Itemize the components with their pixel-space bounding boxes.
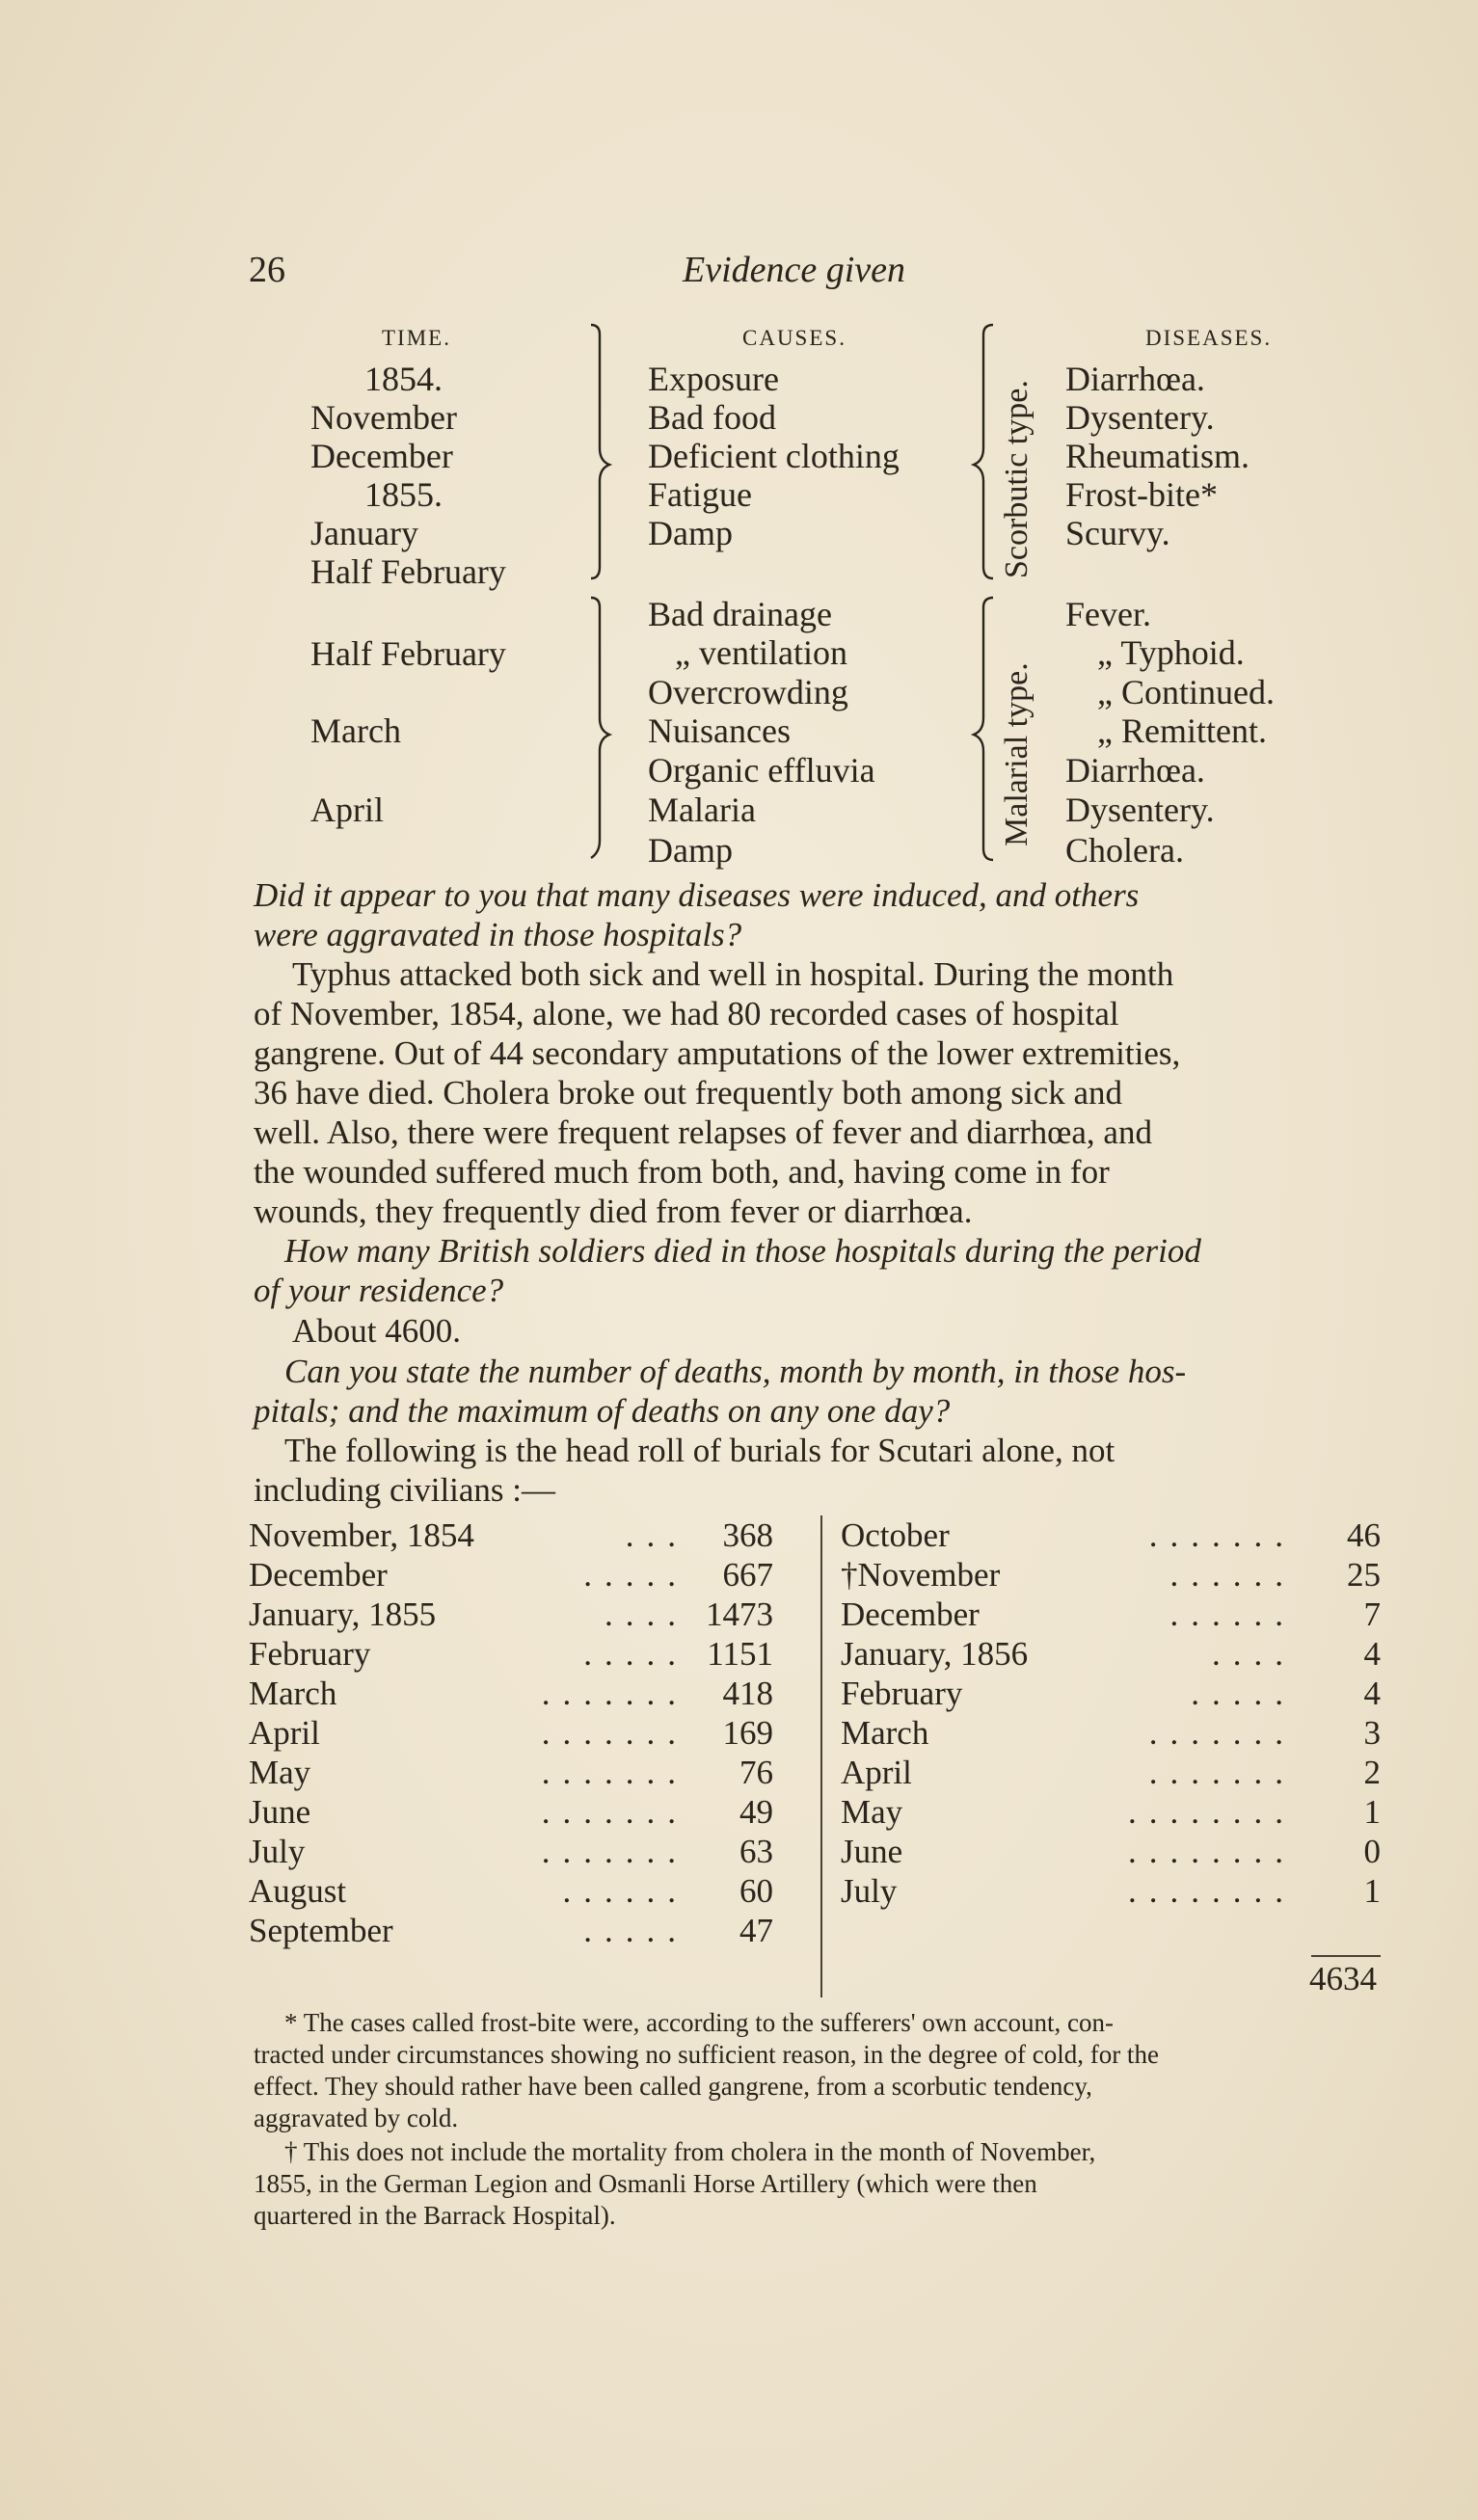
cause-fatigue: Fatigue — [648, 475, 752, 514]
question-1-line: Did it appear to you that many diseases were induced, and others — [254, 876, 1140, 914]
leader-dots: ...... — [1169, 1595, 1296, 1633]
leader-dots: ..... — [1191, 1675, 1296, 1712]
cause-damp-2: Damp — [648, 831, 733, 870]
burial-count: 4 — [1363, 1635, 1381, 1673]
burial-month: October — [841, 1516, 950, 1554]
burial-count: 3 — [1363, 1714, 1381, 1752]
answer-3 — [254, 1431, 1382, 1510]
scorbutic-type-label: Scorbutic type. — [999, 380, 1035, 578]
answer-1-line: gangrene. Out of 44 secondary amputations of the lower extremities, — [254, 1034, 1181, 1072]
cause-nuisances: Nuisances — [648, 711, 791, 750]
footnote-frost-bite — [254, 2007, 1382, 2134]
burial-month: July — [841, 1872, 898, 1910]
footnote-line: † This does not include the mortality from cholera in the month of November, — [284, 2137, 1096, 2166]
burial-count: 76 — [739, 1754, 773, 1791]
burial-month: August — [249, 1872, 347, 1910]
disease-remittent: „ Remittent. — [1097, 711, 1267, 750]
burial-count: 4 — [1363, 1675, 1381, 1712]
cause-ventilation: „ ventilation — [675, 633, 847, 672]
disease-dysentery: Dysentery. — [1065, 398, 1215, 437]
burial-month: December — [249, 1556, 388, 1594]
question-1-line: were aggravated in those hospitals? — [254, 916, 742, 953]
column-heading-diseases: DISEASES. — [1145, 326, 1273, 350]
cause-overcrowding: Overcrowding — [648, 673, 848, 711]
leader-dots: ....... — [541, 1833, 688, 1870]
question-3-line: pitals; and the maximum of deaths on any one day? — [254, 1392, 951, 1430]
answer-1-line: 36 have died. Cholera broke out frequently both among sick and — [254, 1074, 1123, 1112]
footnote-line: 1855, in the German Legion and Osmanli Horse Artillery (which were then — [254, 2169, 1037, 2198]
leader-dots: ..... — [583, 1635, 688, 1673]
burial-month: February — [841, 1675, 963, 1712]
burial-month: April — [841, 1754, 912, 1791]
leader-dots: ...... — [1169, 1556, 1296, 1594]
question-3-line: Can you state the number of deaths, month by month, in those hos- — [284, 1353, 1187, 1390]
burial-count: 418 — [722, 1675, 773, 1712]
cause-exposure: Exposure — [648, 360, 779, 398]
leader-dots: .... — [1212, 1635, 1296, 1673]
disease-frost-bite: Frost-bite* — [1065, 475, 1218, 514]
leader-dots: ... — [625, 1516, 688, 1554]
disease-typhoid: „ Typhoid. — [1097, 633, 1245, 672]
question-3 — [254, 1352, 1382, 1431]
leader-dots: ....... — [541, 1754, 688, 1791]
burial-count: 60 — [739, 1872, 773, 1910]
answer-1-line: Typhus attacked both sick and well in hospital. During the month — [292, 955, 1174, 993]
burial-count: 1 — [1363, 1793, 1381, 1831]
brace-time-2 — [591, 598, 609, 858]
running-title: Evidence given — [683, 250, 906, 290]
burial-count: 368 — [722, 1516, 773, 1554]
leader-dots: ....... — [1148, 1714, 1296, 1752]
disease-fever: Fever. — [1065, 595, 1151, 633]
burial-month: July — [249, 1833, 306, 1870]
time-january: January — [310, 514, 418, 552]
disease-scurvy: Scurvy. — [1065, 514, 1170, 552]
burial-month: January, 1855 — [249, 1595, 437, 1633]
disease-dysentery-2: Dysentery. — [1065, 791, 1215, 829]
answer-3-line: The following is the head roll of burials for Scutari alone, not — [284, 1432, 1115, 1469]
burial-count: 2 — [1363, 1754, 1381, 1791]
burial-month: †November — [841, 1556, 1001, 1594]
time-april: April — [310, 791, 384, 829]
brace-time-1 — [591, 325, 609, 578]
column-heading-time: TIME. — [382, 326, 451, 350]
answer-2: About 4600. — [292, 1312, 461, 1350]
answer-1-line: the wounded suffered much from both, and, having come in for — [254, 1153, 1110, 1191]
leader-dots: ..... — [583, 1556, 688, 1594]
brace-type-2 — [974, 598, 993, 860]
question-2-line: How many British soldiers died in those hospitals during the period — [284, 1232, 1201, 1270]
leader-dots: ........ — [1128, 1872, 1296, 1910]
time-december: December — [310, 437, 453, 475]
footnote-line: effect. They should rather have been called gangrene, from a scorbutic tendency, — [254, 2072, 1092, 2101]
time-year-1855: 1855. — [364, 475, 443, 514]
burial-month: March — [841, 1714, 929, 1752]
table-braces — [0, 0, 1478, 897]
burial-month: December — [841, 1595, 980, 1633]
total-rule — [1311, 1955, 1381, 1957]
footnote-line: quartered in the Barrack Hospital). — [254, 2201, 616, 2230]
burial-count: 0 — [1363, 1833, 1381, 1870]
burial-month: September — [249, 1912, 393, 1949]
leader-dots: ....... — [1148, 1516, 1296, 1554]
burial-month: April — [249, 1714, 320, 1752]
burial-month: March — [249, 1675, 337, 1712]
cause-organic-effluvia: Organic effluvia — [648, 751, 875, 790]
burial-month: November, 1854 — [249, 1516, 474, 1554]
leader-dots: ....... — [541, 1793, 688, 1831]
brace-type-1 — [974, 325, 993, 578]
time-november: November — [310, 398, 457, 437]
footnote-line: tracted under circumstances showing no sufficient reason, in the degree of cold, for the — [254, 2040, 1159, 2069]
answer-3-line: including civilians :— — [254, 1471, 556, 1509]
cause-bad-food: Bad food — [648, 398, 776, 437]
burial-month: May — [249, 1754, 311, 1791]
burial-count: 1473 — [706, 1595, 773, 1633]
time-year-1854: 1854. — [364, 360, 443, 398]
answer-1 — [254, 954, 1382, 1231]
answer-1-line: of November, 1854, alone, we had 80 recorded cases of hospital — [254, 995, 1119, 1032]
table-divider — [820, 1515, 822, 1997]
column-heading-causes: CAUSES. — [742, 326, 846, 350]
burial-count: 49 — [739, 1793, 773, 1831]
cause-bad-drainage: Bad drainage — [648, 595, 832, 633]
burial-month: January, 1856 — [841, 1635, 1029, 1673]
answer-1-line: well. Also, there were frequent relapses of fever and diarrhœa, and — [254, 1113, 1152, 1151]
disease-cholera: Cholera. — [1065, 831, 1184, 870]
burials-total: 4634 — [1309, 1960, 1377, 1997]
time-half-february-2: Half February — [310, 634, 506, 673]
burial-count: 169 — [722, 1714, 773, 1752]
footnote-cholera — [254, 2136, 1382, 2232]
burial-count: 25 — [1347, 1556, 1381, 1594]
leader-dots: ..... — [583, 1912, 688, 1949]
footnote-line: aggravated by cold. — [254, 2104, 459, 2132]
burial-month: February — [249, 1635, 371, 1673]
malarial-type-label: Malarial type. — [999, 662, 1035, 846]
burial-month: June — [841, 1833, 903, 1870]
burial-count: 7 — [1363, 1595, 1381, 1633]
question-2 — [254, 1231, 1382, 1310]
time-half-february: Half February — [310, 552, 506, 591]
burial-count: 47 — [739, 1912, 773, 1949]
leader-dots: ........ — [1128, 1793, 1296, 1831]
disease-diarrhoea: Diarrhœa. — [1065, 360, 1205, 398]
leader-dots: ....... — [541, 1675, 688, 1712]
disease-continued: „ Continued. — [1097, 673, 1275, 711]
burial-month: June — [249, 1793, 311, 1831]
leader-dots: ....... — [1148, 1754, 1296, 1791]
cause-malaria: Malaria — [648, 791, 756, 829]
burial-count: 46 — [1347, 1516, 1381, 1554]
leader-dots: ........ — [1128, 1833, 1296, 1870]
disease-rheumatism: Rheumatism. — [1065, 437, 1250, 475]
leader-dots: .... — [605, 1595, 688, 1633]
question-1 — [254, 875, 1382, 954]
footnote-line: * The cases called frost-bite were, according to the sufferers' own account, con- — [284, 2008, 1115, 2037]
answer-1-line: wounds, they frequently died from fever or diarrhœa. — [254, 1193, 973, 1230]
burial-count: 63 — [739, 1833, 773, 1870]
leader-dots: ...... — [562, 1872, 688, 1910]
time-march: March — [310, 711, 401, 750]
burial-count: 1 — [1363, 1872, 1381, 1910]
disease-diarrhoea-2: Diarrhœa. — [1065, 751, 1205, 790]
cause-damp: Damp — [648, 514, 733, 552]
leader-dots: ....... — [541, 1714, 688, 1752]
burial-month: May — [841, 1793, 903, 1831]
question-2-line: of your residence? — [254, 1272, 504, 1309]
burial-count: 667 — [722, 1556, 773, 1594]
burial-count: 1151 — [707, 1635, 773, 1673]
cause-deficient-clothing: Deficient clothing — [648, 437, 900, 475]
page-number: 26 — [249, 250, 285, 290]
